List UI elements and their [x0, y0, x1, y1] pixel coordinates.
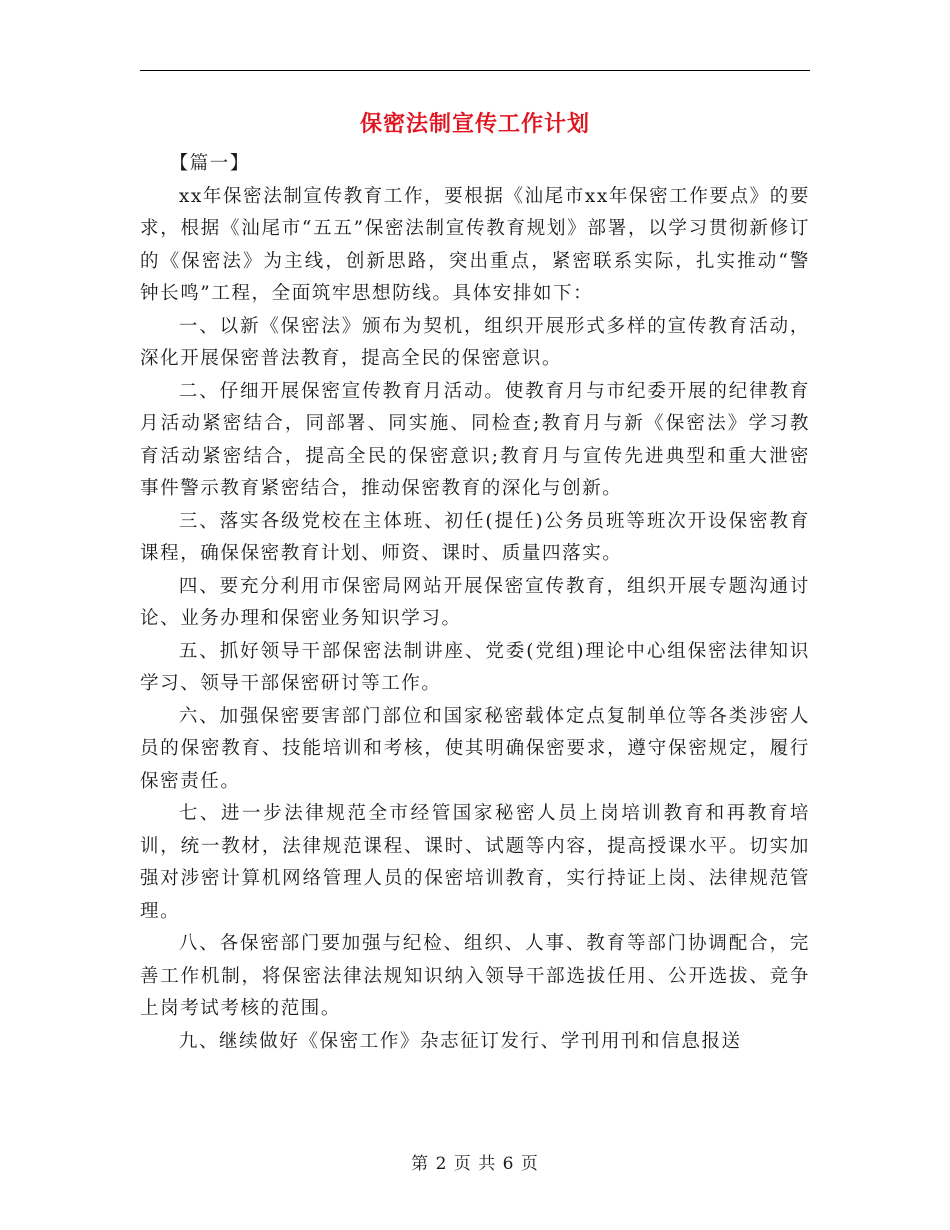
paragraph-item-4: 四、要充分利用市保密局网站开展保密宣传教育，组织开展专题沟通讨论、业务办理和保密业务知识学习。: [140, 575, 810, 629]
section-label: 【篇一】: [169, 153, 250, 174]
paragraph-item-3: 三、落实各级党校在主体班、初任(提任)公务员班等班次开设保密教育课程，确保保密教育计划、师资、课时、质量四落实。: [140, 510, 810, 564]
paragraph-item-1: 一、以新《保密法》颁布为契机，组织开展形式多样的宣传教育活动，深化开展保密普法教育，提高全民的保密意识。: [140, 315, 810, 369]
document-body: [140, 148, 810, 1058]
paragraph-item-2: 二、仔细开展保密宣传教育月活动。使教育月与市纪委开展的纪律教育月活动紧密结合，同部署、同实施、同检查;教育月与新《保密法》学习教育活动紧密结合，提高全民的保密意识;教育月与宣传先进典型和重大泄密事件警示教育紧密结合，推动保密教育的深化与创新。: [140, 380, 810, 499]
header-rule: [140, 70, 810, 71]
document-title: 保密法制宣传工作计划: [359, 111, 590, 137]
paragraph-item-6: 六、加强保密要害部门部位和国家秘密载体定点复制单位等各类涉密人员的保密教育、技能培训和考核，使其明确保密要求，遵守保密规定，履行保密责任。: [140, 705, 810, 792]
paragraph-item-7: 七、进一步法律规范全市经管国家秘密人员上岗培训教育和再教育培训，统一教材，法律规范课程、课时、试题等内容，提高授课水平。切实加强对涉密计算机网络管理人员的保密培训教育，实行持证上岗、法律规范管理。: [140, 803, 810, 922]
paragraph-item-9: 九、继续做好《保密工作》杂志征订发行、学刊用刊和信息报送: [178, 1030, 742, 1052]
page-number-footer: 第 2 页 共 6 页: [411, 1154, 539, 1174]
paragraph-item-8: 八、各保密部门要加强与纪检、组织、人事、教育等部门协调配合，完善工作机制，将保密法律法规知识纳入领导干部选拔任用、公开选拔、竞争上岗考试考核的范围。: [140, 933, 810, 1019]
paragraph-intro: xx年保密法制宣传教育工作，要根据《汕尾市xx年保密工作要点》的要求，根据《汕尾市“五五”保密法制宣传教育规划》部署，以学习贯彻新修订的《保密法》为主线，创新思路，突出重点，紧密联系实际，扎实推动“警钟长鸣”工程，全面筑牢思想防线。具体安排如下：: [140, 185, 810, 304]
paragraph-item-5: 五、抓好领导干部保密法制讲座、党委(党组)理论中心组保密法律知识学习、领导干部保密研讨等工作。: [140, 640, 810, 694]
